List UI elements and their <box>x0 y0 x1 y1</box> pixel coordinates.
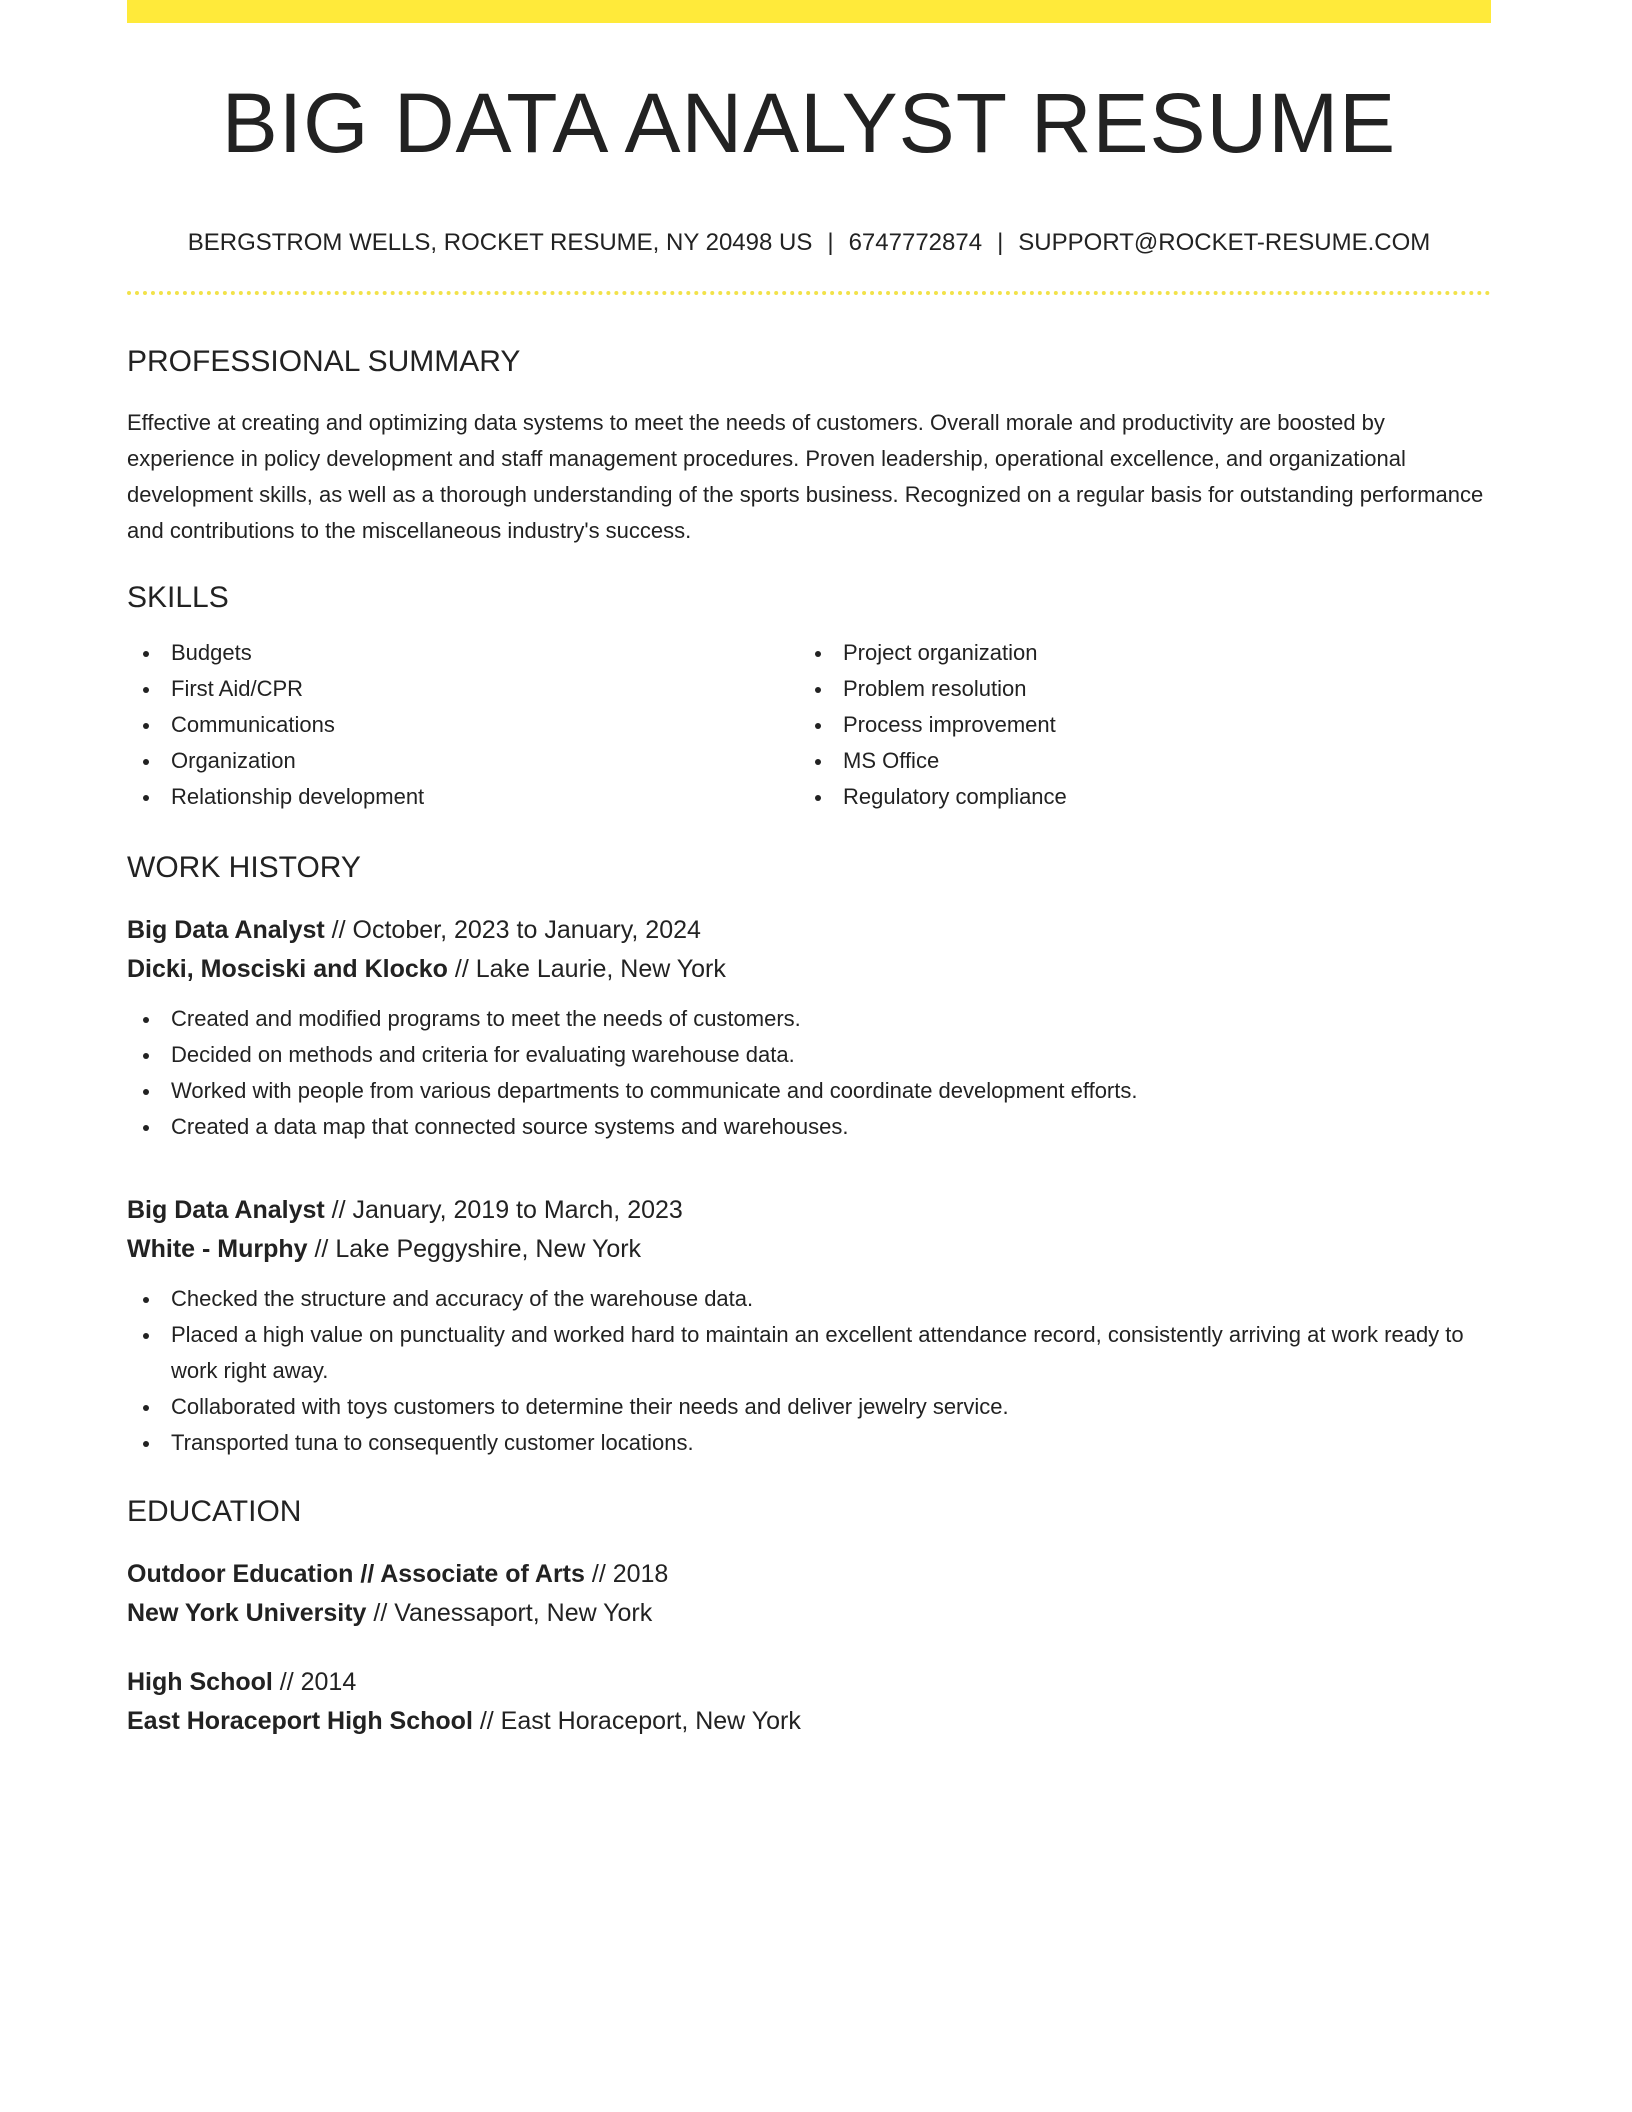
job-company-line <box>127 950 1491 989</box>
skill-item: Regulatory compliance <box>799 779 1471 815</box>
education-entry <box>127 1555 1491 1633</box>
work-history-heading: WORK HISTORY <box>127 851 361 884</box>
job-bullet: Decided on methods and criteria for evaluating warehouse data. <box>127 1037 1491 1073</box>
skills-left-column <box>127 635 799 815</box>
job-entry <box>127 911 1491 1145</box>
job-bullet: Worked with people from various departments to communicate and coordinate development efforts. <box>127 1073 1491 1109</box>
job-company-line <box>127 1230 1491 1269</box>
contact-line <box>127 231 1491 255</box>
skills-right-column <box>799 635 1471 815</box>
skills-heading: SKILLS <box>127 581 229 614</box>
education-school: New York University <box>127 1599 367 1627</box>
job-company: Dicki, Mosciski and Klocko <box>127 955 448 983</box>
contact-separator: | <box>827 229 834 256</box>
job-location: // Lake Peggyshire, New York <box>307 1235 642 1263</box>
job-bullet: Collaborated with toys customers to determine their needs and deliver jewelry service. <box>127 1389 1491 1425</box>
job-bullets <box>127 1001 1491 1145</box>
dotted-divider <box>127 291 1491 295</box>
job-bullet: Placed a high value on punctuality and worked hard to maintain an excellent attendance record, consistently arriving at work ready to work right away. <box>127 1317 1491 1389</box>
summary-text: Effective at creating and optimizing data systems to meet the needs of customers. Overall morale and productivity are boosted by experience in policy development and staff management procedures. Proven leadership, operational excellence, and organizational development skills, as well as a thorough understanding of the sports business. Recognized on a regular basis for outstanding performance and contributions to the miscellaneous industry's success. <box>127 410 1484 543</box>
job-bullets <box>127 1281 1491 1461</box>
resume-page <box>127 0 1491 1741</box>
education-school: East Horaceport High School <box>127 1707 473 1735</box>
job-dates: // October, 2023 to January, 2024 <box>324 916 701 944</box>
resume-title: BIG DATA ANALYST RESUME <box>221 76 1397 170</box>
job-title: Big Data Analyst <box>127 916 325 944</box>
skill-item: Process improvement <box>799 707 1471 743</box>
skills-grid <box>127 635 1491 815</box>
job-bullet: Created and modified programs to meet the needs of customers. <box>127 1001 1491 1037</box>
skill-item: MS Office <box>799 743 1471 779</box>
skill-item: Budgets <box>127 635 799 671</box>
job-company: White - Murphy <box>127 1235 308 1263</box>
skill-item: Organization <box>127 743 799 779</box>
job-dates: // January, 2019 to March, 2023 <box>324 1196 683 1224</box>
skill-item: Relationship development <box>127 779 799 815</box>
education-degree-line <box>127 1663 1491 1702</box>
education-school-line <box>127 1594 1491 1633</box>
education-location: // East Horaceport, New York <box>472 1707 801 1735</box>
education-section <box>127 1497 1491 1741</box>
job-bullet: Created a data map that connected source systems and warehouses. <box>127 1109 1491 1145</box>
education-year: // 2018 <box>584 1560 669 1588</box>
summary-section <box>127 347 1491 549</box>
education-entry <box>127 1663 1491 1741</box>
contact-address: BERGSTROM WELLS, ROCKET RESUME, NY 20498 US <box>187 229 813 256</box>
education-location: // Vanessaport, New York <box>366 1599 653 1627</box>
skills-section <box>127 583 1491 815</box>
job-bullet: Checked the structure and accuracy of the warehouse data. <box>127 1281 1491 1317</box>
job-title-line <box>127 1191 1491 1230</box>
job-title-line <box>127 911 1491 950</box>
contact-phone: 6747772874 <box>848 229 983 256</box>
education-year: // 2014 <box>272 1668 357 1696</box>
education-degree: Outdoor Education // Associate of Arts <box>127 1560 585 1588</box>
skill-item: Communications <box>127 707 799 743</box>
education-degree: High School <box>127 1668 273 1696</box>
job-title: Big Data Analyst <box>127 1196 325 1224</box>
work-history-section <box>127 853 1491 1461</box>
top-accent-bar <box>127 0 1491 23</box>
education-degree-line <box>127 1555 1491 1594</box>
education-heading: EDUCATION <box>127 1495 302 1528</box>
education-school-line <box>127 1702 1491 1741</box>
skill-item: Project organization <box>799 635 1471 671</box>
contact-separator: | <box>997 229 1004 256</box>
skill-item: First Aid/CPR <box>127 671 799 707</box>
skill-item: Problem resolution <box>799 671 1471 707</box>
job-location: // Lake Laurie, New York <box>447 955 726 983</box>
summary-heading: PROFESSIONAL SUMMARY <box>127 345 521 378</box>
contact-email: SUPPORT@ROCKET-RESUME.COM <box>1018 229 1431 256</box>
job-bullet: Transported tuna to consequently customer locations. <box>127 1425 1491 1461</box>
job-entry <box>127 1191 1491 1461</box>
